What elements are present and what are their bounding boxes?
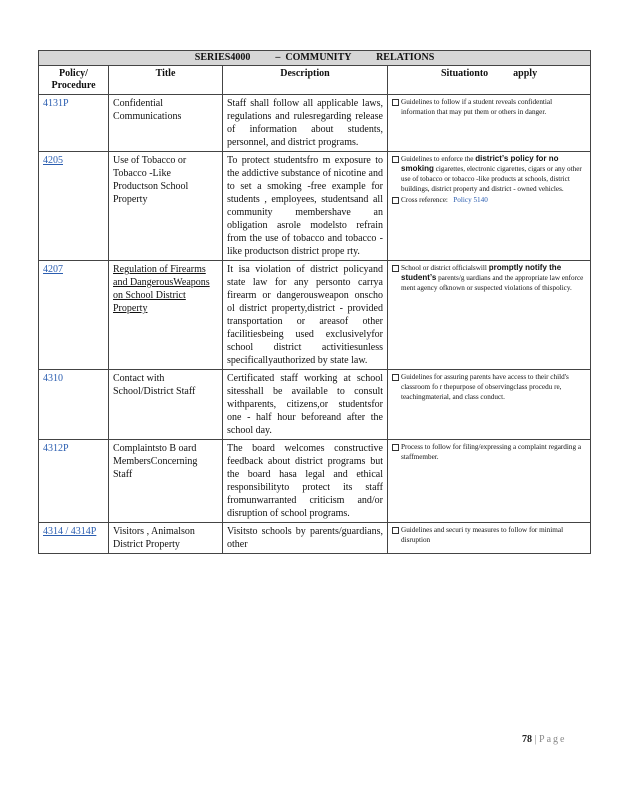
policy-title: Contact with School/District Staff (109, 370, 223, 440)
bullet-box-icon (392, 156, 399, 163)
footer-separator: | (534, 734, 537, 745)
table-row (39, 370, 591, 440)
policy-situation (388, 152, 591, 261)
series-title: SERIES4000 – COMMUNITY RELATIONS (39, 51, 591, 66)
table-row (39, 152, 591, 261)
header-description: Description (223, 66, 388, 95)
policy-title: Regulation of Firearms and DangerousWeapons on School District Property (109, 261, 223, 370)
bullet-box-icon (392, 527, 399, 534)
header-policy: Policy/ Procedure (39, 66, 109, 95)
situation-item (392, 97, 586, 117)
situation-item (392, 372, 586, 402)
policy-situation (388, 370, 591, 440)
header-row (39, 66, 591, 95)
policy-number-text: 4310 (43, 373, 63, 384)
policy-table (38, 50, 591, 554)
policy-link[interactable]: 4314 / 4314P (43, 526, 97, 537)
situation-text: Guidelines and securi ty measures to follow for minimal disruption (401, 526, 564, 544)
situation-item (392, 525, 586, 545)
policy-situation (388, 95, 591, 152)
page-word: Page (539, 734, 567, 745)
policy-number (39, 440, 109, 523)
policy-title: Use of Tobacco or Tobacco -Like Productson School Property (109, 152, 223, 261)
policy-description: Certificated staff working at school sitesshall be available to consult withparents, citizens,or studentsfor one - half hour beforeand after the school day. (223, 370, 388, 440)
policy-link[interactable]: 4205 (43, 155, 63, 166)
situation-item (392, 195, 586, 205)
policy-title: Confidential Communications (109, 95, 223, 152)
situation-text: Guidelines to enforce the (401, 155, 474, 163)
page-footer (522, 734, 566, 745)
table-row (39, 523, 591, 554)
situation-bold-text: promptly notify the student’s (401, 263, 562, 282)
policy-number (39, 370, 109, 440)
situation-item (392, 154, 586, 194)
table-row (39, 95, 591, 152)
policy-link[interactable]: 4207 (43, 264, 63, 275)
header-title: Title (109, 66, 223, 95)
policy-number (39, 95, 109, 152)
situation-item (392, 442, 586, 462)
policy-number (39, 523, 109, 554)
situation-text: Process to follow for filing/expressing a complaint regarding a staffmember. (401, 443, 582, 461)
policy-description: It isa violation of district policyand state law for any personto carrya firearm or dangerousweapon onscho ol district property,district - provided transportation or areasof other facilitiesbeing used exclusivelyfor school district activitiesunless specificallyauthorized by state law. (223, 261, 388, 370)
policy-description: Staff shall follow all applicable laws, regulations and rulesregarding release of information about students, personnel, and district programs. (223, 95, 388, 152)
policy-table-sheet (38, 50, 590, 554)
bullet-box-icon (392, 444, 399, 451)
situation-bold-text: district’s policy for no smoking (401, 154, 559, 173)
cross-reference-label: Cross reference: (401, 196, 448, 204)
situation-text: Guidelines to follow if a student reveals confidential information that may put them or others in danger. (401, 98, 553, 116)
series-title-row (39, 51, 591, 66)
policy-description: Visitsto schools by parents/guardians, other (223, 523, 388, 554)
situation-text: parents/g uardians and the appropriate law enforce ment agency ofknown or suspected violations of thispolicy. (401, 274, 584, 292)
page-number: 78 (522, 734, 532, 745)
situation-text: cigarettes, electronic cigarettes, cigars or any other use of tobacco or tobacco -like products at schools, district buildings, district property and district - owned vehicles. (401, 165, 582, 193)
situation-text: Guidelines for assuring parents have access to their child's classroom fo r thepurpose of observingclass procedu re, teachingmaterial, and class conduct. (401, 373, 569, 401)
policy-description: The board welcomes constructive feedback about district programs but the board hasa legal and ethical responsibilityto protect its staff fromunwarranted criticism and/or disruption of school programs. (223, 440, 388, 523)
bullet-box-icon (392, 99, 399, 106)
policy-situation (388, 523, 591, 554)
situation-item (392, 263, 586, 293)
cross-reference-link[interactable]: Policy 5140 (453, 196, 488, 204)
table-row (39, 440, 591, 523)
policy-situation (388, 440, 591, 523)
bullet-box-icon (392, 265, 399, 272)
policy-title: Visitors , Animalson District Property (109, 523, 223, 554)
header-situation: Situationto apply (388, 66, 591, 95)
policy-description: To protect studentsfro m exposure to the addictive substance of nicotine and to set a smoking -free example for students , employees, studentsand all community membershave an obligation asrole modelsto refrain from the use of tobacco and tobacco -like productson district prope rty. (223, 152, 388, 261)
policy-number-text: 4312P (43, 443, 69, 454)
policy-number (39, 152, 109, 261)
situation-text: School or district officialswill (401, 264, 487, 272)
bullet-box-icon (392, 374, 399, 381)
policy-number-text: 4131P (43, 98, 69, 109)
table-row (39, 261, 591, 370)
policy-number (39, 261, 109, 370)
policy-situation (388, 261, 591, 370)
bullet-box-icon (392, 197, 399, 204)
policy-title: Complaintsto B oard MembersConcerning Staff (109, 440, 223, 523)
